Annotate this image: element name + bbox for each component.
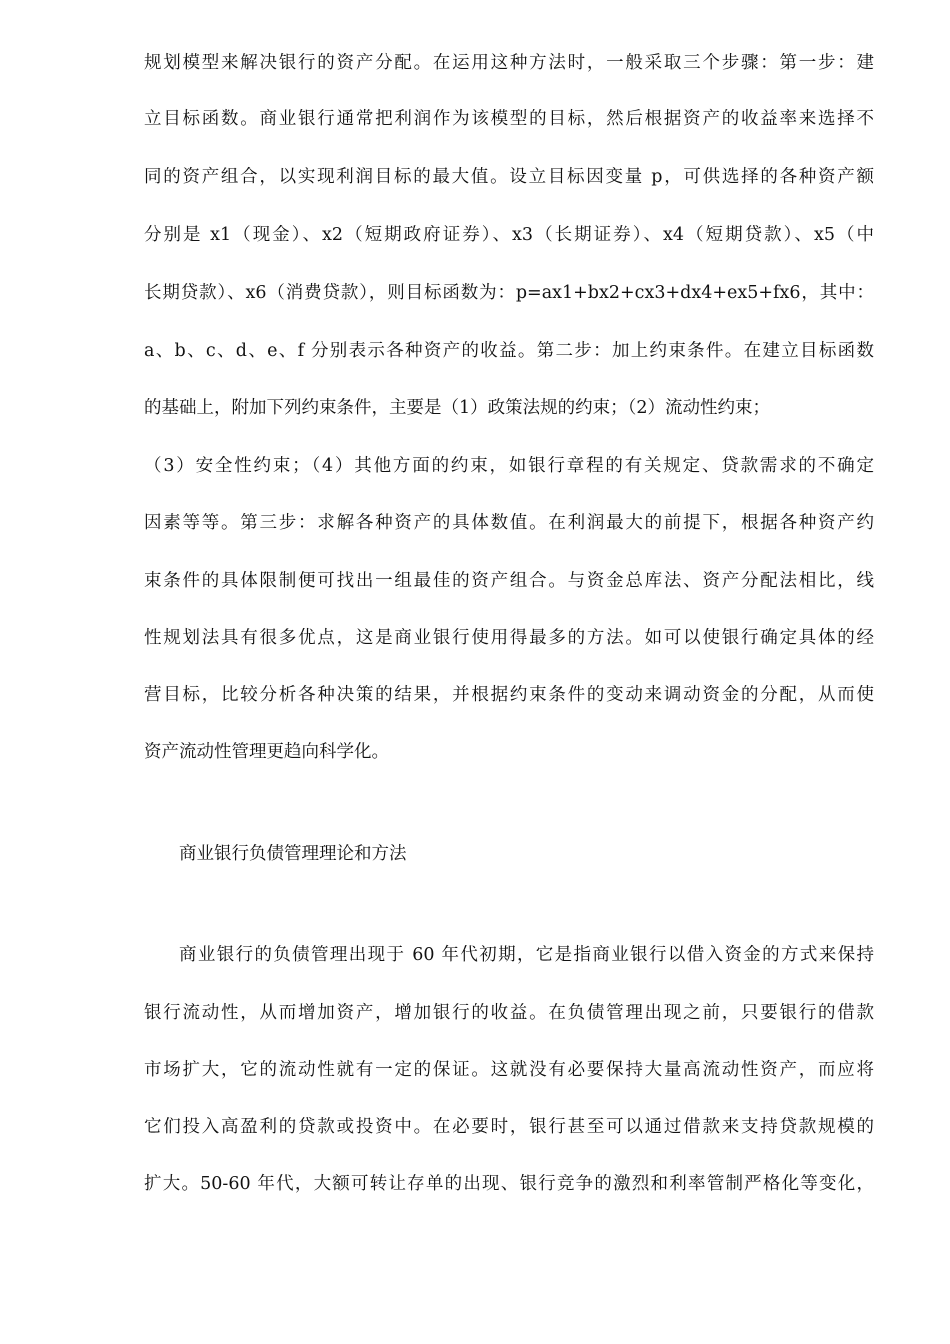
body-text-line: 分别是 x1（现金）、x2（短期政府证券）、x3（长期证券）、x4（短期贷款）、x5（中: [144, 225, 874, 245]
section-heading: 商业银行负债管理理论和方法: [179, 844, 407, 864]
body-text-line: 束条件的具体限制便可找出一组最佳的资产组合。与资金总库法、资产分配法相比，线: [144, 571, 874, 591]
body-text-line: 商业银行的负债管理出现于 60 年代初期，它是指商业银行以借入资金的方式来保持: [179, 945, 874, 965]
body-text-line: 性规划法具有很多优点，这是商业银行使用得最多的方法。如可以使银行确定具体的经: [144, 628, 874, 648]
body-text-line: 同的资产组合，以实现利润目标的最大值。设立目标因变量 p，可供选择的各种资产额: [144, 167, 874, 187]
body-text-line: 它们投入高盈利的贷款或投资中。在必要时，银行甚至可以通过借款来支持贷款规模的: [144, 1117, 874, 1137]
body-text-line: 立目标函数。商业银行通常把利润作为该模型的目标，然后根据资产的收益率来选择不: [144, 109, 874, 129]
body-text-line: 银行流动性，从而增加资产，增加银行的收益。在负债管理出现之前，只要银行的借款: [144, 1003, 874, 1023]
body-text-line: 扩大。50-60 年代，大额可转让存单的出现、银行竞争的激烈和利率管制严格化等变化，: [144, 1174, 874, 1194]
body-text-line: 长期贷款）、x6（消费贷款），则目标函数为：p=ax1+bx2+cx3+dx4+ex5+fx6，其中：: [144, 283, 874, 303]
body-text-line: 的基础上，附加下列约束条件，主要是（1）政策法规的约束；（2）流动性约束；: [144, 398, 771, 418]
body-text-line: 规划模型来解决银行的资产分配。在运用这种方法时，一般采取三个步骤：第一步：建: [144, 53, 874, 73]
body-text-line: a、b、c、d、e、f 分别表示各种资产的收益。第二步：加上约束条件。在建立目标函数: [144, 341, 874, 361]
body-text-line: 营目标，比较分析各种决策的结果，并根据约束条件的变动来调动资金的分配，从而使: [144, 685, 874, 705]
body-text-line: 市场扩大，它的流动性就有一定的保证。这就没有必要保持大量高流动性资产，而应将: [144, 1060, 874, 1080]
body-text-line: 资产流动性管理更趋向科学化。: [144, 742, 389, 762]
body-text-line: 因素等等。第三步：求解各种资产的具体数值。在利润最大的前提下，根据各种资产约: [144, 513, 874, 533]
body-text-line: （3）安全性约束；（4）其他方面的约束，如银行章程的有关规定、贷款需求的不确定: [144, 456, 874, 476]
